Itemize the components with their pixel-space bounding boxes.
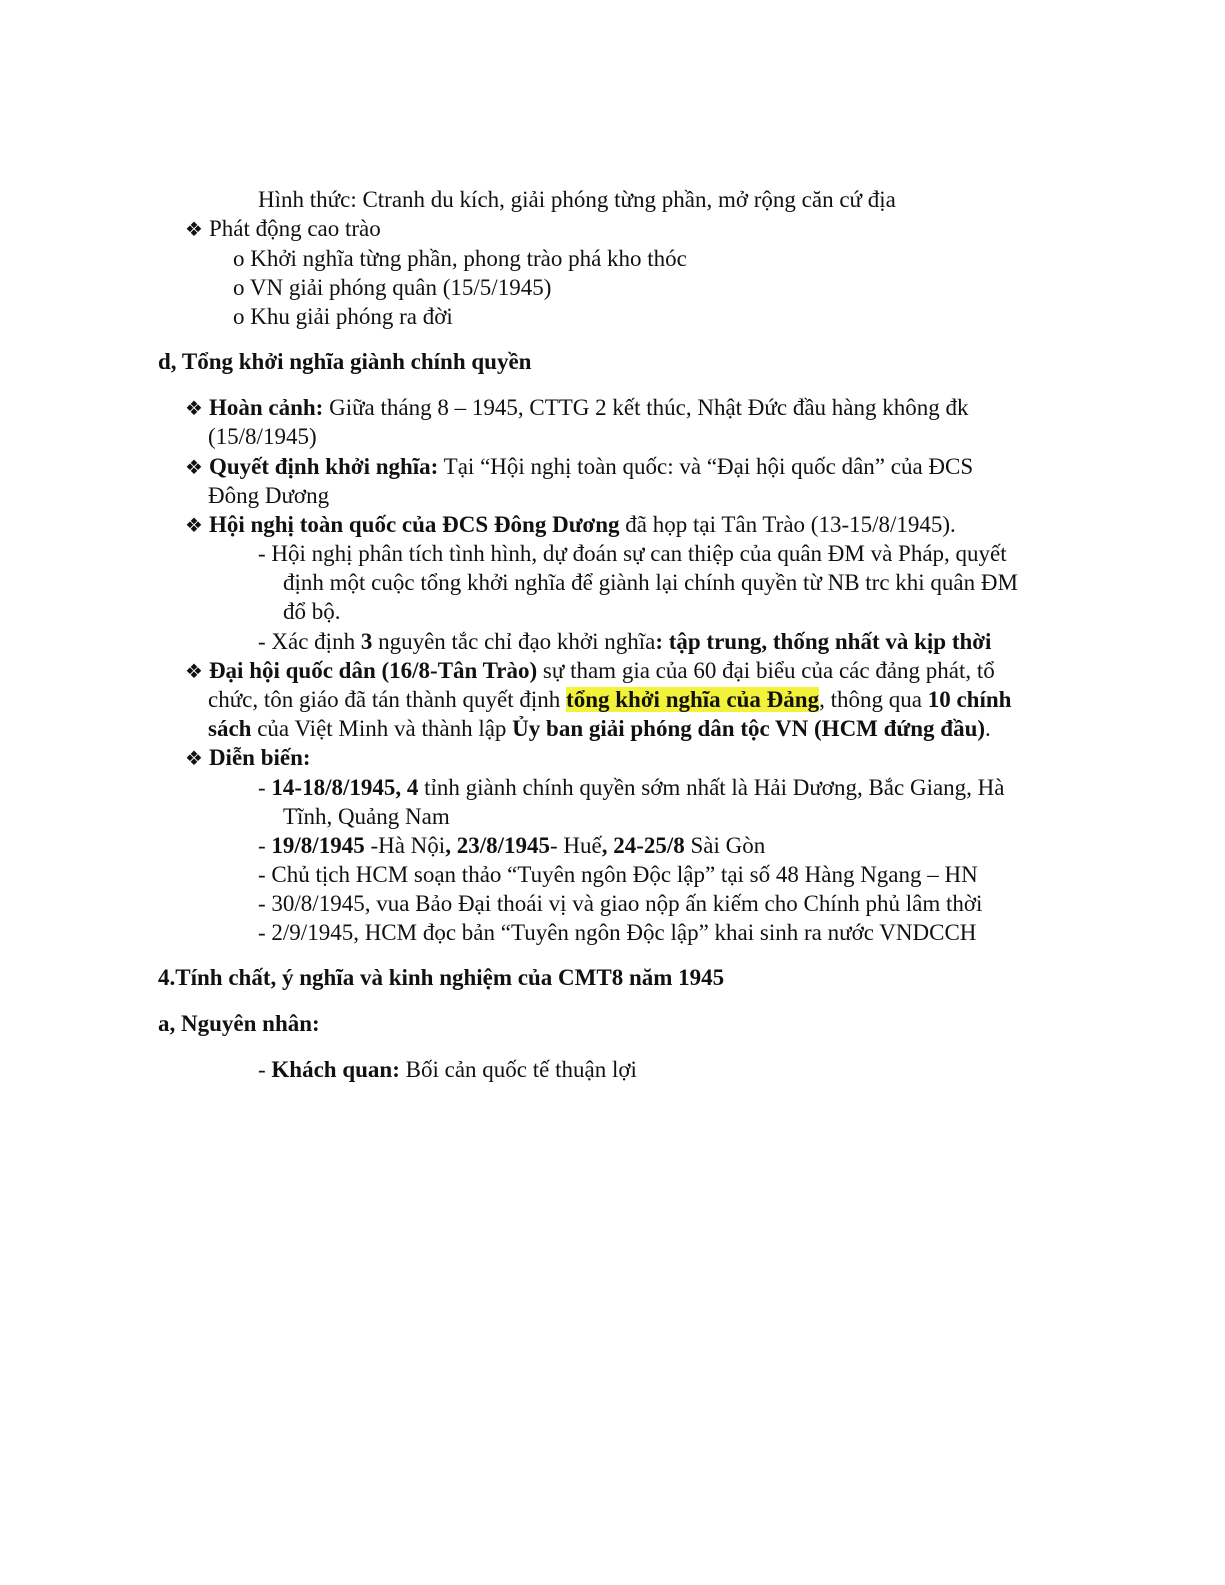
list-item-text: Khởi nghĩa từng phần, phong trào phá kho thóc <box>250 246 687 271</box>
bullet-dien-bien <box>185 743 311 774</box>
hoi-nghi-text: đã họp tại Tân Trào (13-15/8/1945). <box>619 512 956 537</box>
hoi-nghi-sub-line: - Hội nghị phân tích tình hình, dự đoán sự can thiệp của quân ĐM và Pháp, quyết <box>258 541 1007 566</box>
event-text: - Huế <box>549 833 602 858</box>
hoi-nghi-principles <box>258 627 991 656</box>
list-item <box>233 244 687 273</box>
hoi-nghi-sub-line: đổ bộ. <box>283 599 341 624</box>
circle-bullet-icon: o <box>233 304 245 329</box>
section-a-heading: a, Nguyên nhân: <box>158 1011 320 1036</box>
event-bold: , 23/8/1945 <box>445 833 550 858</box>
list-item <box>233 273 551 302</box>
dash-glyph: - <box>258 775 266 800</box>
bullet-phat-dong <box>185 214 381 245</box>
diamond-bullet-icon: ❖ <box>185 457 203 479</box>
event-bold: 19/8/1945 <box>271 833 365 858</box>
dai-hoi-l2a: chức, tôn giáo đã tán thành quyết định <box>208 687 567 712</box>
dash-glyph: - <box>258 833 266 858</box>
event-text: tỉnh giành chính quyền sớm nhất là Hải Dương, Bắc Giang, Hà <box>418 775 1005 800</box>
hoan-canh-label: Hoàn cảnh: <box>208 395 324 420</box>
dai-hoi-l2b: , thông qua <box>819 687 928 712</box>
bullet-hoan-canh <box>185 393 969 424</box>
dien-bien-event: - 2/9/1945, HCM đọc bản “Tuyên ngôn Độc lập” khai sinh ra nước VNDCCH <box>258 920 977 945</box>
quyet-dinh-label: Quyết định khởi nghĩa: <box>208 454 439 479</box>
dai-hoi-line3 <box>208 714 991 743</box>
section-4-heading: 4.Tính chất, ý nghĩa và kinh nghiệm của CMT8 năm 1945 <box>158 965 725 990</box>
dien-bien-label: Diễn biến: <box>208 745 311 770</box>
principles-number: 3 <box>360 629 373 654</box>
hoi-nghi-label: Hội nghị toàn quốc của ĐCS Đông Dương <box>208 512 620 537</box>
dai-hoi-l3-end: . <box>985 716 991 741</box>
dien-bien-event: - 30/8/1945, vua Bảo Đại thoái vị và giao nộp ấn kiếm cho Chính phủ lâm thời <box>258 891 983 916</box>
quyet-dinh-cont: Đông Dương <box>208 483 330 508</box>
list-item <box>233 302 453 331</box>
dien-bien-event <box>258 773 1005 802</box>
event-bold: 14-18/8/1945, 4 <box>271 775 419 800</box>
khach-quan-line <box>258 1055 637 1084</box>
section-d-heading: d, Tổng khởi nghĩa giành chính quyền <box>158 349 532 374</box>
dai-hoi-l3a: của Việt Minh và thành lập <box>251 716 513 741</box>
hoan-canh-cont: (15/8/1945) <box>208 424 317 449</box>
phat-dong-title: Phát động cao trào <box>208 216 381 241</box>
event-text: Sài Gòn <box>684 833 766 858</box>
dien-bien-event-cont: Tĩnh, Quảng Nam <box>283 804 450 829</box>
dai-hoi-line2 <box>208 685 1011 714</box>
circle-bullet-icon: o <box>233 246 245 271</box>
principles-bold: : tập trung, thống nhất và kịp thời <box>655 629 992 654</box>
dai-hoi-l3-bold: sách <box>208 716 252 741</box>
dai-hoi-text: sự tham gia của 60 đại biểu của các đảng phát, tổ <box>537 658 995 683</box>
highlighted-text: tổng khởi nghĩa của Đảng <box>566 687 820 712</box>
quyet-dinh-text: Tại “Hội nghị toàn quốc: và “Đại hội quốc dân” của ĐCS <box>438 454 974 479</box>
bullet-dai-hoi <box>185 656 995 687</box>
event-bold: , 24-25/8 <box>601 833 685 858</box>
diamond-bullet-icon: ❖ <box>185 748 203 770</box>
list-item-text: VN giải phóng quân (15/5/1945) <box>249 275 552 300</box>
circle-bullet-icon: o <box>233 275 245 300</box>
hinh-thuc-line: Hình thức: Ctranh du kích, giải phóng từng phần, mở rộng căn cứ địa <box>258 187 896 212</box>
dai-hoi-label: Đại hội quốc dân (16/8-Tân Trào) <box>208 658 538 683</box>
dai-hoi-l3-bold2: Ủy ban giải phóng dân tộc VN (HCM đứng đầu) <box>512 716 986 741</box>
list-item-text: Khu giải phóng ra đời <box>250 304 453 329</box>
dien-bien-event <box>258 831 765 860</box>
hoan-canh-text: Giữa tháng 8 – 1945, CTTG 2 kết thúc, Nhật Đức đầu hàng không đk <box>323 395 969 420</box>
khach-quan-label: Khách quan: <box>271 1057 400 1082</box>
diamond-bullet-icon: ❖ <box>185 661 203 683</box>
diamond-bullet-icon: ❖ <box>185 515 203 537</box>
bullet-hoi-nghi <box>185 510 956 541</box>
hoi-nghi-sub-line: định một cuộc tổng khởi nghĩa để giành lại chính quyền từ NB trc khi quân ĐM <box>283 570 1018 595</box>
khach-quan-text: Bối cản quốc tế thuận lợi <box>399 1057 637 1082</box>
diamond-bullet-icon: ❖ <box>185 219 203 241</box>
dai-hoi-l2-bold: 10 chính <box>927 687 1012 712</box>
principles-mid: nguyên tắc chỉ đạo khởi nghĩa <box>372 629 656 654</box>
principles-pre: - Xác định <box>258 629 361 654</box>
event-text: -Hà Nội <box>364 833 446 858</box>
khach-quan-dash: - <box>258 1057 272 1082</box>
diamond-bullet-icon: ❖ <box>185 398 203 420</box>
bullet-quyet-dinh <box>185 452 973 483</box>
dien-bien-event: - Chủ tịch HCM soạn thảo “Tuyên ngôn Độc lập” tại số 48 Hàng Ngang – HN <box>258 862 978 887</box>
